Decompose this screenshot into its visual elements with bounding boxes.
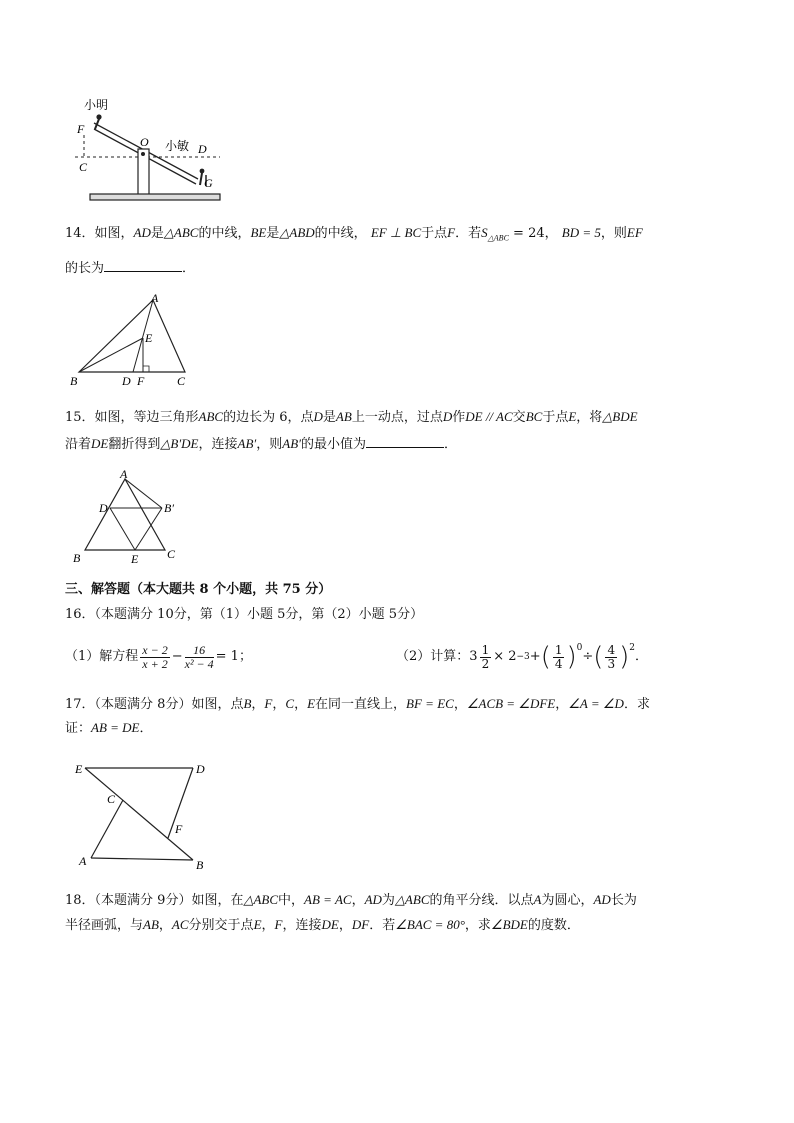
right-angle-mark [143, 366, 149, 372]
label-o: O [140, 135, 149, 149]
xiaoming-figure [96, 114, 101, 119]
label-c: C [167, 547, 176, 561]
fraction-quarter: $\frac{1}{4}$ [554, 642, 563, 671]
label-b: B [70, 374, 78, 388]
label-f: F [77, 122, 85, 136]
label-xiaoming: 小明 [84, 98, 109, 112]
segment-de [110, 508, 135, 550]
median-be [79, 338, 143, 372]
question-14-line-2: 的长为 ． [65, 258, 195, 278]
fraction-2: $\frac{16}{\text{x² − 4}}$ [184, 642, 214, 671]
label-a: A [151, 291, 159, 305]
triangle-abc [85, 479, 165, 550]
pivot-point [141, 152, 145, 156]
mixed-fraction: $\frac{1}{2}$ [481, 642, 490, 671]
label-c: C [107, 792, 116, 806]
label-b-prime: B′ [164, 501, 174, 515]
question-17-line-1: 17．（本题满分 8分）如图，点B，F，C，E在同一直线上，BF = EC，∠ACB = ∠DFE，∠A = ∠D．求 [65, 696, 650, 712]
answer-blank-15[interactable] [366, 434, 444, 448]
answer-blank-14[interactable] [104, 258, 182, 272]
segment-b1e [135, 508, 162, 550]
triangles-figure-17 [65, 755, 225, 875]
label-a: A [120, 467, 128, 481]
section-3-heading: 三、解答题（本大题共 8 个小题，共 75 分） [65, 582, 332, 597]
label-a: A [79, 854, 87, 868]
segment-ab [91, 858, 193, 860]
label-g: G [204, 176, 213, 190]
label-b: B [73, 551, 81, 565]
question-15-line-2: 沿着DE翻折得到△B′DE，连接AB′，则AB′的最小值为 ． [65, 436, 458, 452]
fraction-four-thirds: $\frac{4}{3}$ [607, 642, 616, 671]
label-e: E [145, 331, 153, 345]
triangle-abc [79, 300, 185, 372]
label-e: E [75, 762, 83, 776]
question-16-header: 16．（本题满分 10分，第（1）小题 5分，第（2）小题 5分） [65, 607, 424, 622]
label-c: C [177, 374, 186, 388]
xiaomin-figure [200, 169, 205, 174]
segment-ca [91, 800, 123, 858]
label-xiaomin: 小敏 [165, 139, 190, 153]
label-e: E [131, 552, 139, 566]
question-18-line-1: 18．（本题满分 9分）如图，在△ABC中，AB = AC，AD为△ABC的角平分线．以点A为圆心，AD长为 [65, 892, 637, 908]
label-f: F [137, 374, 145, 388]
segment-ab1 [125, 479, 162, 508]
question-14-line-1: 14．如图，AD是△ABC的中线，BE是△ABD的中线， EF ⊥ BC于点F．若$S_{\triangle ABC} = 24$， BD = 5，则EF [65, 225, 643, 243]
question-18-line-2: 半径画弧，与AB，AC分别交于点E，F，连接DE，DF．若∠BAC = 80°，求∠BDE的度数． [65, 917, 580, 933]
label-d: D [198, 142, 207, 156]
question-17-line-2: 证：AB = DE． [65, 720, 153, 736]
fraction-1: $\frac{x - 2}{x + 2}$ [142, 642, 168, 671]
label-c: C [79, 160, 88, 174]
label-f: F [175, 822, 183, 836]
seesaw-base [90, 194, 220, 200]
triangle-figure-14 [65, 290, 205, 390]
label-b: B [196, 858, 204, 872]
question-16-part-2: （2）计算： 3 $\frac{1}{2}$ × 2 −3 + ( $\frac{1}{4}$ ) $^0$ ÷ ( $\frac{4}{3}$ ) $^2$ ． [396, 642, 648, 672]
question-16-part-1: （1）解方程 $\frac{x - 2}{x + 2}$ − $\frac{16}{\text{x² − 4}}$ = 1； [65, 642, 252, 671]
label-d: D [99, 501, 108, 515]
label-d: D [196, 762, 205, 776]
triangle-figure-15 [65, 466, 195, 566]
seesaw-figure [70, 95, 230, 205]
label-d: D [122, 374, 131, 388]
question-15-line-1: 15．如图，等边三角形ABC的边长为 6，点D是AB上一动点，过点D作DE // AC交BC于点E，将△BDE [65, 409, 638, 425]
